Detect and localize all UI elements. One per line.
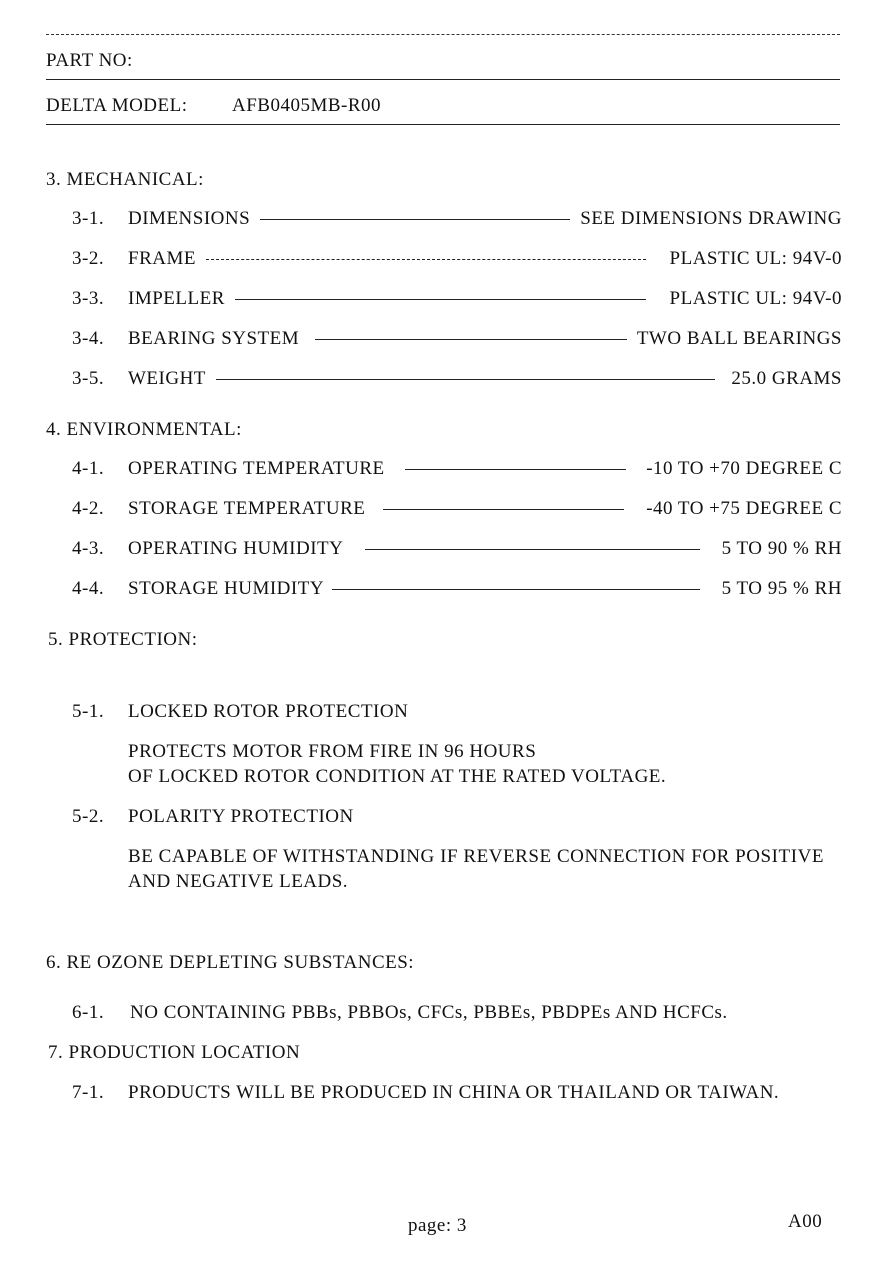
protection-title: POLARITY PROTECTION xyxy=(128,806,354,827)
spec-number: 4-1. xyxy=(72,458,105,479)
spec-label: FRAME xyxy=(128,248,196,269)
spec-number: 3-2. xyxy=(72,248,105,269)
protection-description-line: PROTECTS MOTOR FROM FIRE IN 96 HOURS xyxy=(128,741,537,762)
protection-number: 5-2. xyxy=(72,806,105,827)
spec-row-frame xyxy=(72,247,842,271)
leader-line xyxy=(206,259,646,260)
header-rule-2 xyxy=(46,124,840,125)
model-label: DELTA MODEL: xyxy=(46,95,188,116)
model-value: AFB0405MB-R00 xyxy=(232,95,382,116)
spec-number: 3-1. xyxy=(72,208,105,229)
header-rule-1 xyxy=(46,79,840,80)
protection-number: 5-1. xyxy=(72,701,105,722)
protection-description-line: AND NEGATIVE LEADS. xyxy=(128,871,349,892)
location-number: 7-1. xyxy=(72,1082,105,1103)
spec-label: STORAGE TEMPERATURE xyxy=(128,498,366,519)
spec-label: STORAGE HUMIDITY xyxy=(128,578,325,599)
leader-line xyxy=(383,509,624,510)
ozone-number: 6-1. xyxy=(72,1002,105,1023)
leader-line xyxy=(315,339,627,340)
spec-number: 3-5. xyxy=(72,368,105,389)
protection-description-line: BE CAPABLE OF WITHSTANDING IF REVERSE CONNECTION FOR POSITIVE xyxy=(128,846,825,867)
spec-row-dimensions xyxy=(72,207,842,231)
spec-label: OPERATING HUMIDITY xyxy=(128,538,344,559)
section-heading-environmental: 4. ENVIRONMENTAL: xyxy=(46,419,242,440)
leader-line xyxy=(365,549,699,550)
spec-row-weight xyxy=(72,367,842,391)
spec-row-operating-temperature xyxy=(72,457,842,481)
leader-line xyxy=(216,379,716,380)
spec-row-operating-humidity xyxy=(72,537,842,561)
spec-label: DIMENSIONS xyxy=(128,208,251,229)
spec-value: 5 TO 95 % RH xyxy=(721,578,842,599)
spec-number: 3-3. xyxy=(72,288,105,309)
spec-number: 4-4. xyxy=(72,578,105,599)
section-heading-protection: 5. PROTECTION: xyxy=(48,629,198,650)
protection-description-line: OF LOCKED ROTOR CONDITION AT THE RATED VOLTAGE. xyxy=(128,766,667,787)
spec-value: SEE DIMENSIONS DRAWING xyxy=(580,208,842,229)
spec-label: BEARING SYSTEM xyxy=(128,328,300,349)
header-top-rule xyxy=(46,34,840,35)
spec-value: TWO BALL BEARINGS xyxy=(636,328,842,349)
section-heading-ozone: 6. RE OZONE DEPLETING SUBSTANCES: xyxy=(46,952,415,973)
spec-value: 25.0 GRAMS xyxy=(731,368,842,389)
location-text: PRODUCTS WILL BE PRODUCED IN CHINA OR THAILAND OR TAIWAN. xyxy=(128,1082,780,1103)
spec-value: -40 TO +75 DEGREE C xyxy=(646,498,842,519)
spec-row-bearing-system xyxy=(72,327,842,351)
leader-line xyxy=(332,589,700,590)
spec-label: IMPELLER xyxy=(128,288,225,309)
spec-value: -10 TO +70 DEGREE C xyxy=(646,458,842,479)
part-no-label: PART NO: xyxy=(46,50,133,71)
spec-number: 4-2. xyxy=(72,498,105,519)
spec-row-storage-humidity xyxy=(72,577,842,601)
spec-number: 3-4. xyxy=(72,328,105,349)
spec-value: 5 TO 90 % RH xyxy=(721,538,842,559)
leader-line xyxy=(260,219,570,220)
spec-label: WEIGHT xyxy=(128,368,206,389)
protection-title: LOCKED ROTOR PROTECTION xyxy=(128,701,409,722)
page-number: page: 3 xyxy=(408,1215,467,1236)
spec-value: PLASTIC UL: 94V-0 xyxy=(669,248,842,269)
spec-number: 4-3. xyxy=(72,538,105,559)
leader-line xyxy=(405,469,627,470)
spec-row-storage-temperature xyxy=(72,497,842,521)
revision-code: A00 xyxy=(788,1211,823,1232)
ozone-text: NO CONTAINING PBBs, PBBOs, CFCs, PBBEs, PBDPEs AND HCFCs. xyxy=(130,1002,728,1023)
spec-value: PLASTIC UL: 94V-0 xyxy=(669,288,842,309)
leader-line xyxy=(235,299,646,300)
spec-row-impeller xyxy=(72,287,842,311)
section-heading-location: 7. PRODUCTION LOCATION xyxy=(48,1042,301,1063)
spec-label: OPERATING TEMPERATURE xyxy=(128,458,385,479)
section-heading-mechanical: 3. MECHANICAL: xyxy=(46,169,204,190)
